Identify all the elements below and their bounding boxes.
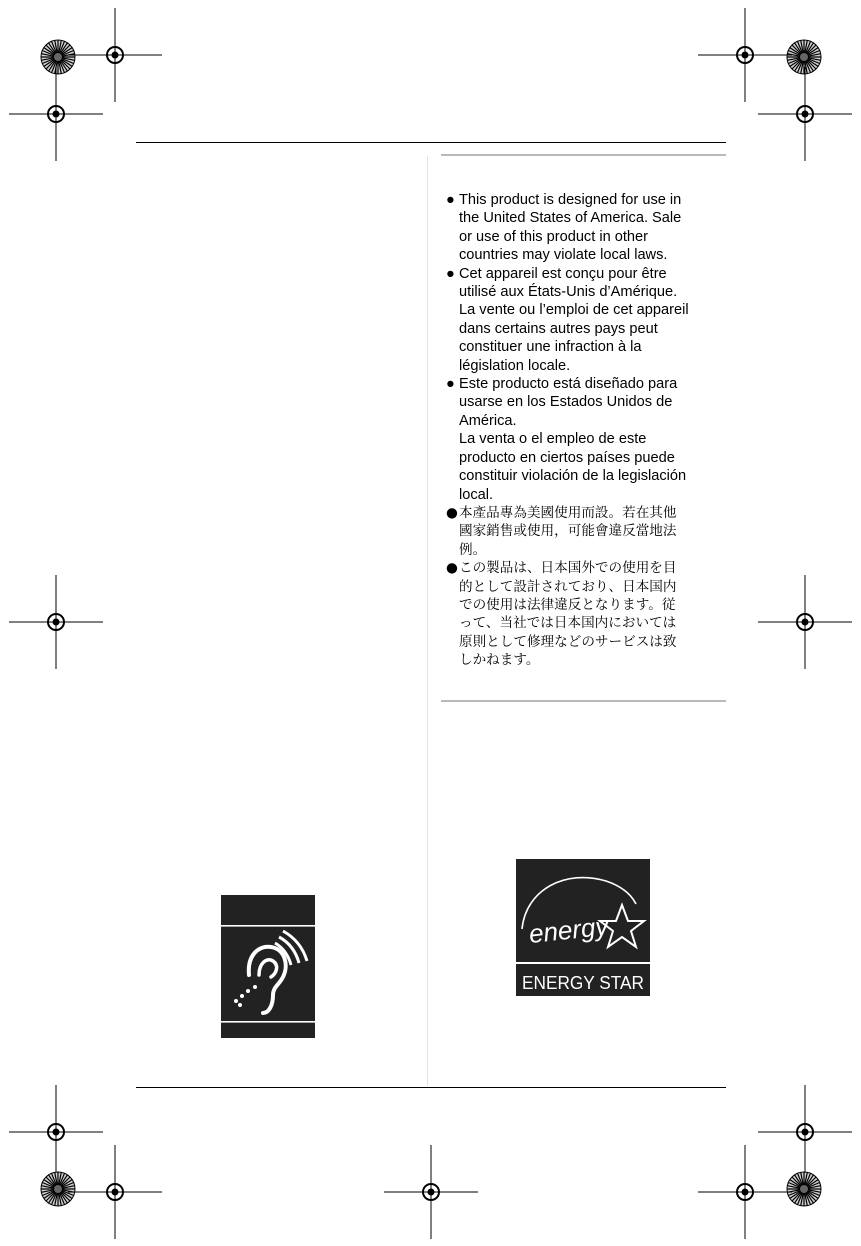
- notice-line: 本產品專為美國使用而設。若在其他: [459, 504, 677, 521]
- notice-line: 國家銷售或使用，可能會違反當地法: [459, 523, 677, 540]
- notice-line: the United States of America. Sale: [459, 210, 682, 227]
- notice-chinese: [445, 504, 730, 559]
- notice-line: countries may violate local laws.: [459, 247, 668, 264]
- notice-english: [445, 191, 730, 265]
- notice-line: constituer une infraction à la: [459, 339, 642, 356]
- column-divider: [427, 156, 428, 1086]
- notice-line: local.: [459, 486, 494, 503]
- notice-line: での使用は法律違反となります。従: [459, 596, 676, 613]
- energy-star-label: ENERGY STAR: [522, 973, 644, 993]
- energy-star-logo: [516, 859, 650, 996]
- bullet-icon: ●: [446, 504, 458, 521]
- notice-line: しかねます。: [459, 652, 540, 669]
- notice-line: utilisé aux États-Unis d’Amérique.: [459, 284, 678, 301]
- notice-line: La venta o el empleo de este: [459, 431, 647, 448]
- notice-line: producto en ciertos países puede: [459, 449, 675, 466]
- notice-line: or use of this product in other: [459, 228, 649, 245]
- notice-line: って、当社では日本国内においては: [459, 615, 677, 632]
- notice-line: La vente ou l’emploi de cet appareil: [459, 302, 689, 319]
- usage-notices: [445, 191, 730, 670]
- notice-line: この製品は、日本国外での使用を目: [459, 560, 677, 577]
- bullet-icon: ●: [446, 376, 455, 393]
- notice-box-bottom-border: [441, 700, 726, 702]
- notice-line: Cet appareil est conçu pour être: [459, 265, 667, 282]
- top-rule: [136, 142, 726, 143]
- notice-japanese: [445, 559, 730, 669]
- notice-line: This product is designed for use in: [459, 192, 682, 208]
- notice-line: législation locale.: [459, 357, 571, 374]
- notice-line: América.: [459, 412, 517, 429]
- notice-line: 的として設計されており、日本国内: [459, 578, 677, 595]
- energy-script-text: energy: [527, 910, 610, 949]
- notice-line: Este producto está diseñado para: [459, 376, 678, 393]
- notice-box-top-border: [441, 154, 726, 156]
- bullet-icon: ●: [446, 192, 455, 208]
- notice-spanish: [445, 375, 730, 504]
- bottom-rule: [136, 1087, 726, 1088]
- notice-line: dans certains autres pays peut: [459, 320, 658, 337]
- notice-line: usarse en los Estados Unidos de: [459, 394, 673, 411]
- notice-line: 例。: [459, 541, 487, 558]
- hearing-aid-compatible-icon: [221, 895, 315, 1038]
- notice-french: [445, 265, 730, 375]
- notice-line: 原則として修理などのサービスは致: [459, 633, 677, 650]
- bullet-icon: ●: [446, 560, 458, 577]
- bullet-icon: ●: [446, 265, 455, 282]
- notice-line: constituir violación de la legislación: [459, 468, 687, 485]
